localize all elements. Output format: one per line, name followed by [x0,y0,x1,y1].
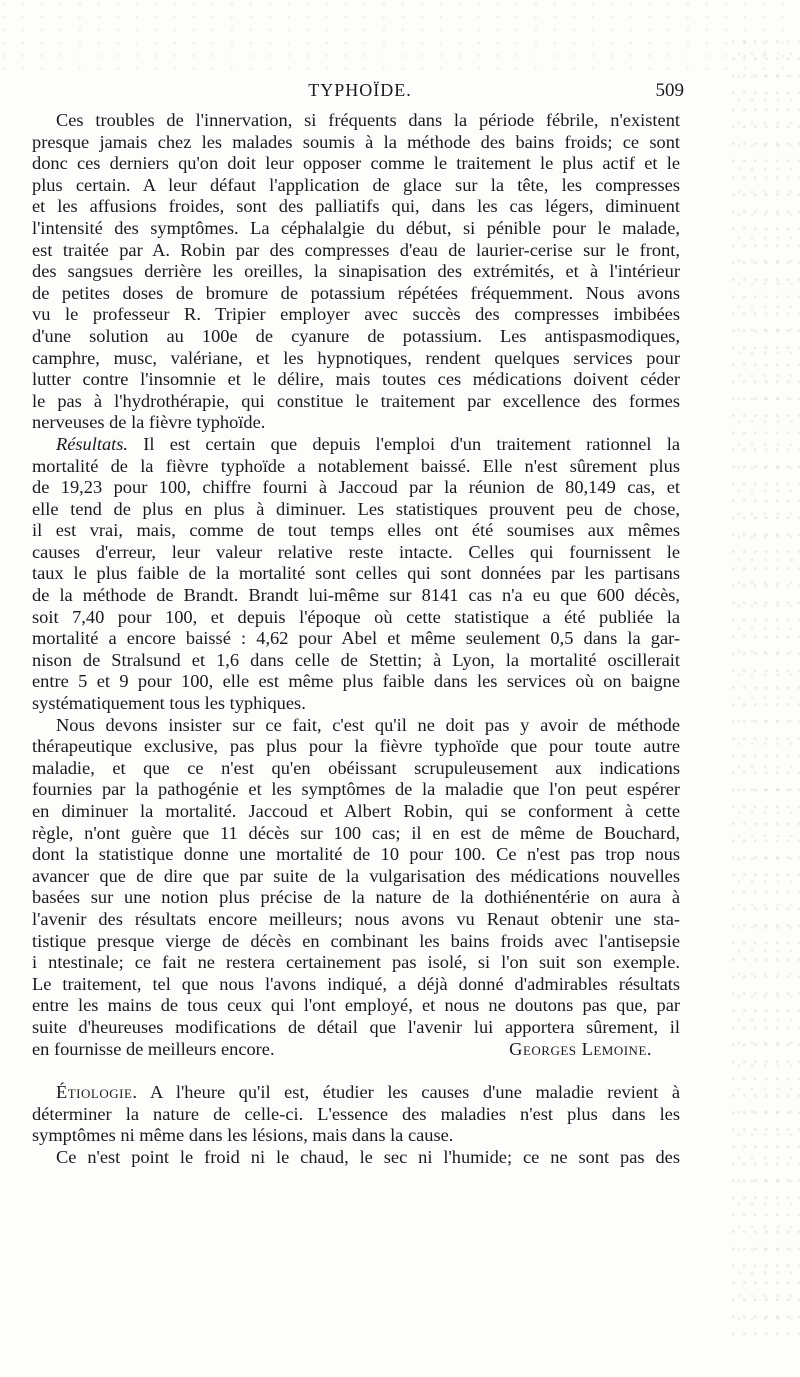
text-line: mortalité de la fièvre typhoïde a notablement baissé. Elle n'est sûrement plus [32,455,680,476]
text-line: nerveuses de la fièvre typhoïde. [32,412,266,433]
text-line: est traitée par A. Robin par des compresses d'eau de laurier-cerise sur le front, [32,239,680,260]
resultats-label: Résultats. [56,433,129,454]
closing-row [32,1039,680,1061]
text-line: le pas à l'hydrothérapie, qui constitue le traitement par excellence des formes [32,390,680,411]
paragraph-2 [32,456,680,715]
paragraph-2-first-line: Il est certain que depuis l'emploi d'un traitement rationnel la [143,433,680,454]
text-line: i ntestinale; ce fait ne restera certainement pas isolé, si l'on suit son exemple. [32,952,680,973]
scan-noise-top [0,0,800,70]
closing-line: en fournisse de meilleurs encore. [32,1038,275,1059]
text-line: Le traitement, tel que nous l'avons indiqué, a déjà donné d'admirables résultats [32,973,680,994]
signature: Georges Lemoine. [509,1038,652,1059]
text-line: Ce n'est point le froid ni le chaud, le sec ni l'humide; ce ne sont pas des [56,1146,680,1167]
paragraph-1 [32,110,680,434]
text-line: systématiquement tous les typhiques. [32,693,306,714]
text-line: dont la statistique donne une mortalité de 10 pour 100. Ce n'est pas trop nous [32,844,680,865]
page-number: 509 [655,80,684,101]
text-line: il est vrai, mais, comme de tout temps elles ont été soumises aux mêmes [32,520,680,541]
running-title: TYPHOÏDE. [308,80,412,100]
text-line: plus certain. A leur défaut l'application de glace sur la tête, les compresses [32,174,680,195]
text-line: thérapeutique exclusive, pas plus pour la fièvre typhoïde que pour toute autre [32,736,680,757]
resultats-line [32,434,680,456]
text-line: déterminer la nature de celle-ci. L'essence des maladies n'est plus dans les [32,1103,680,1124]
text-line: entre 5 et 9 pour 100, elle est même plus faible dans les services où on baigne [32,671,680,692]
text-line: de petites doses de bromure de potassium répétées fréquemment. Nous avons [32,282,680,303]
text-line: règle, n'ont guère que 11 décès sur 100 cas; il en est de même de Bouchard, [32,822,680,843]
text-line: nison de Stralsund et 1,6 dans celle de Stettin; à Lyon, la mortalité oscillerait [32,649,680,670]
text-line: donc ces derniers qu'on doit leur opposer comme le traitement le plus actif et le [32,153,680,174]
text-line: de la méthode de Brandt. Brandt lui-même sur 8141 cas n'a eu que 600 décès, [32,585,680,606]
text-line: l'intensité des symptômes. La céphalalgie du début, si pénible pour le malade, [32,217,680,238]
section-gap [32,1060,680,1082]
text-line: d'une solution au 100e de cyanure de potassium. Les antispasmodiques, [32,325,680,346]
scan-noise-edge [730,40,800,1340]
text-line: lutter contre l'insomnie et le délire, mais toutes ces médications doivent céder [32,369,680,390]
text-line: entre les mains de tous ceux qui l'ont employé, et nous ne doutons pas que, par [32,995,680,1016]
body-text [32,110,680,1169]
text-line: suite d'heureuses modifications de détail que l'avenir lui apportera sûrement, il [32,1016,680,1037]
text-line: elle tend de plus en plus à diminuer. Les statistiques prouvent peu de chose, [32,498,680,519]
text-line: Ces troubles de l'innervation, si fréquents dans la période fébrile, n'existent [56,110,680,130]
text-line: vu le professeur R. Tripier employer avec succès des compresses imbibées [32,304,680,325]
text-line: soit 7,40 pour 100, et depuis l'époque où cette statistique a été publiée la [32,606,680,627]
text-line: camphre, musc, valériane, et les hypnotiques, rendent quelques services pour [32,347,680,368]
text-line: tistique presque vierge de décès en combinant les bains froids avec l'antisepsie [32,930,680,951]
text-line: avancer que de dire que par suite de la vulgarisation des médications nouvelles [32,865,680,886]
text-line: mortalité a encore baissé : 4,62 pour Abel et même seulement 0,5 dans la gar- [32,628,680,649]
etiologie-line [32,1082,680,1104]
paragraph-5 [32,1147,680,1169]
paragraph-4 [32,1104,680,1147]
etiologie-label: Étiologie. [56,1082,138,1103]
text-line: fournies par la pathogénie et les symptômes de la maladie que l'on peut espérer [32,779,680,800]
paragraph-4-first-line: A l'heure qu'il est, étudier les causes d'une maladie revient à [150,1082,680,1103]
page-header [40,80,684,106]
text-line: Nous devons insister sur ce fait, c'est qu'il ne doit pas y avoir de méthode [56,714,680,735]
text-line: l'avenir des résultats encore meilleurs; nous avons vu Renaut obtenir une sta- [32,908,680,929]
text-line: basées sur une notion plus précise de la nature de la dothiénentérie on aura à [32,887,680,908]
text-line: taux le plus faible de la mortalité sont celles qui sont données par les partisans [32,563,680,584]
text-line: de 19,23 pour 100, chiffre fourni à Jaccoud par la réunion de 80,149 cas, et [32,477,680,498]
text-line: symptômes ni même dans les lésions, mais dans la cause. [32,1125,454,1146]
text-line: et les affusions froides, sont des palliatifs qui, dans les cas légers, diminuent [32,196,680,217]
paragraph-3 [32,715,680,1039]
text-line: en diminuer la mortalité. Jaccoud et Albert Robin, qui se conforment à cette [32,801,680,821]
text-line: maladie, et que ce n'est qu'en obéissant scrupuleusement aux indications [32,757,680,778]
text-line: des sangsues derrière les oreilles, la sinapisation des extrémités, et à l'intérieur [32,261,680,282]
text-line: presque jamais chez les malades soumis à la méthode des bains froids; ce sont [32,131,680,152]
text-line: causes d'erreur, leur valeur relative reste intacte. Celles qui fournissent le [32,541,680,562]
